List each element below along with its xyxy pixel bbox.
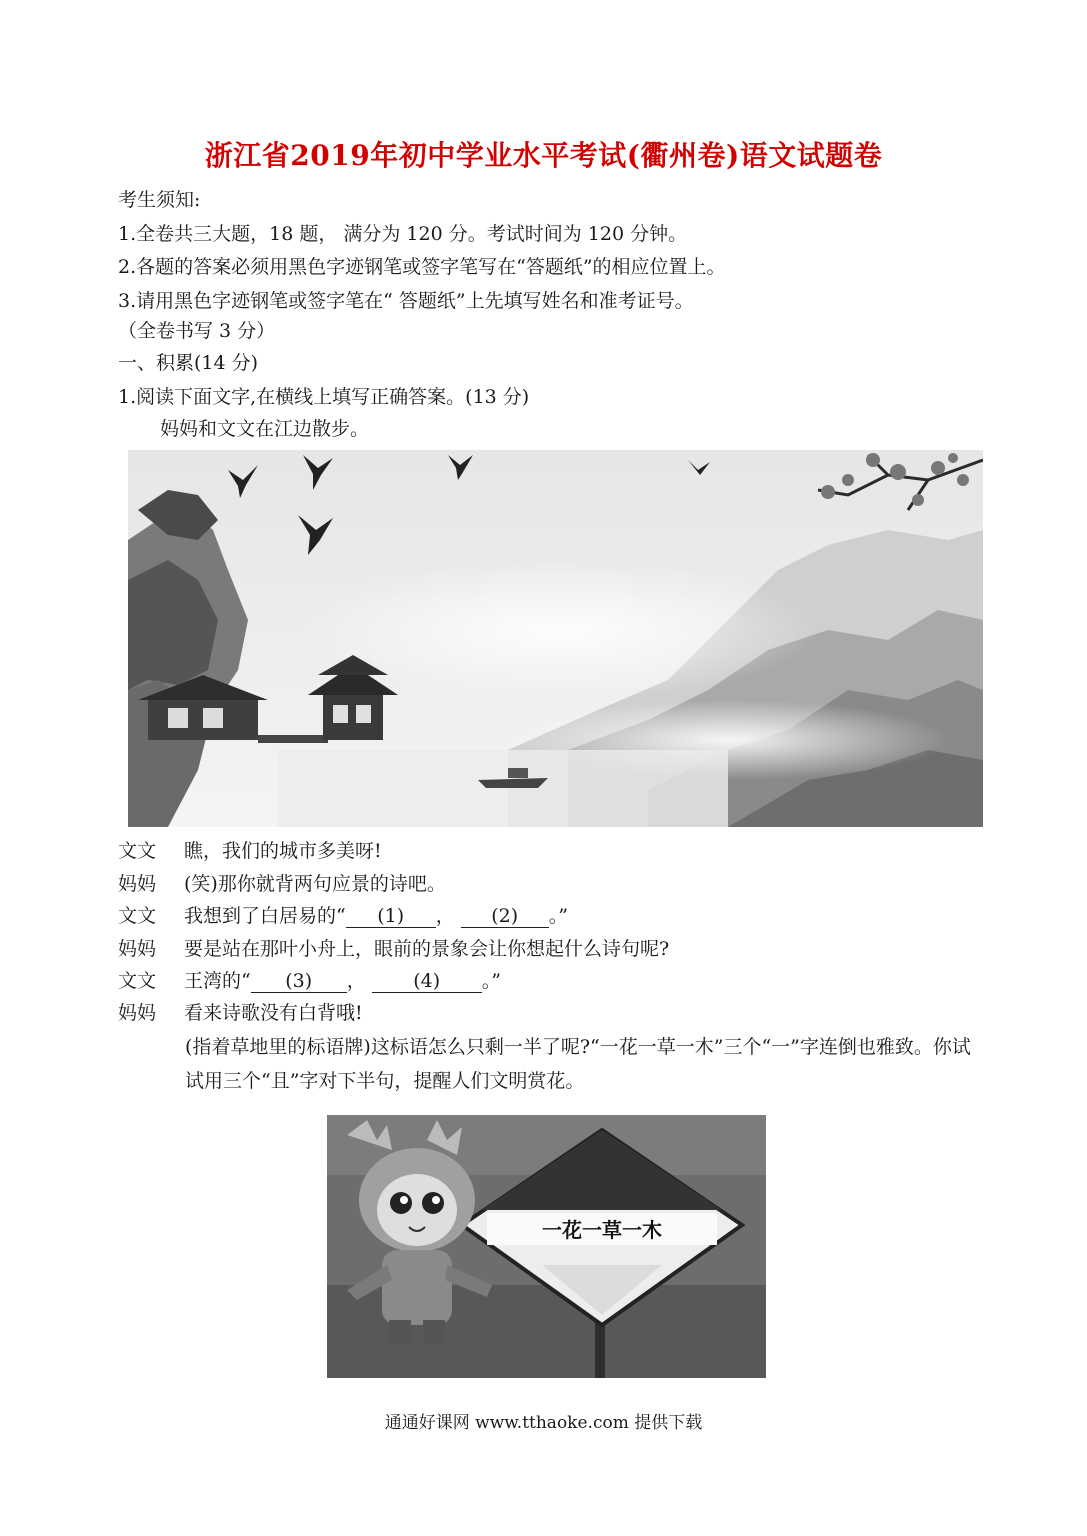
page-title: 浙江省2019年初中学业水平考试(衢州卷)语文试题卷 <box>204 139 883 172</box>
closing-quote: 。” <box>481 970 501 992</box>
intro-text: 妈妈和文文在江边散步。 <box>160 418 370 440</box>
notice-item-1: 1.全卷共三大题，18 题， 满分为 120 分。考试时间为 120 分钟。 <box>118 223 688 245</box>
dialogue-line-5 <box>118 968 501 994</box>
notice-item-3: 3.请用黑色字迹钢笔或签字笔在“ 答题纸”上先填写姓名和准考证号。 <box>118 290 694 312</box>
comma: ， <box>435 905 455 927</box>
speaker-label: 文文 <box>118 970 157 992</box>
speaker-label: 文文 <box>118 840 157 862</box>
dialogue-text: (笑)那你就背两句应景的诗吧。 <box>184 873 446 895</box>
speaker-label: 妈妈 <box>118 1002 157 1024</box>
landscape-painting <box>128 450 983 827</box>
dialogue-text: 我想到了白居易的“ <box>184 905 346 927</box>
dialogue-line-3 <box>118 903 568 929</box>
footer-text: 通通好课网 www.tthaoke.com 提供下载 <box>384 1413 703 1433</box>
answer-blank-4[interactable]: (4) <box>372 970 482 993</box>
dialogue-line-2 <box>118 871 446 897</box>
dialogue-text: 看来诗歌没有白背哦! <box>184 1002 363 1024</box>
sign-label: 一花一草一木 <box>542 1218 662 1242</box>
answer-blank-2[interactable]: (2) <box>461 905 549 928</box>
answer-blank-3[interactable]: (3) <box>251 970 347 993</box>
sign-photo <box>327 1115 766 1378</box>
question-1: 1.阅读下面文字,在横线上填写正确答案。(13 分) <box>118 386 530 408</box>
comma: ， <box>346 970 366 992</box>
speaker-label: 妈妈 <box>118 873 157 895</box>
speaker-label: 文文 <box>118 905 157 927</box>
dialogue-text: 要是站在那叶小舟上，眼前的景象会让你想起什么诗句呢? <box>184 938 670 960</box>
dialogue-line-1 <box>118 838 382 864</box>
dialogue-text: 瞧，我们的城市多美呀! <box>184 840 382 862</box>
dialogue-line-6 <box>118 1000 363 1026</box>
dialogue-line-4 <box>118 936 669 962</box>
dialogue-text: 王湾的“ <box>184 970 251 992</box>
notice-heading: 考生须知: <box>118 189 201 211</box>
closing-quote: 。” <box>548 905 568 927</box>
instruction-paragraph: (指着草地里的标语牌)这标语怎么只剩一半了呢?“一花一草一木”三个“一”字连倒也雅致。你试试用三个“且”字对下半句，提醒人们文明赏花。 <box>185 1036 971 1092</box>
notice-item-2: 2.各题的答案必须用黑色字迹钢笔或签字笔写在“答题纸”的相应位置上。 <box>118 256 726 278</box>
speaker-label: 妈妈 <box>118 938 157 960</box>
answer-blank-1[interactable]: (1) <box>346 905 436 928</box>
section-heading: 一、积累(14 分) <box>118 352 259 374</box>
handwriting-note: （全卷书写 3 分） <box>118 320 276 342</box>
